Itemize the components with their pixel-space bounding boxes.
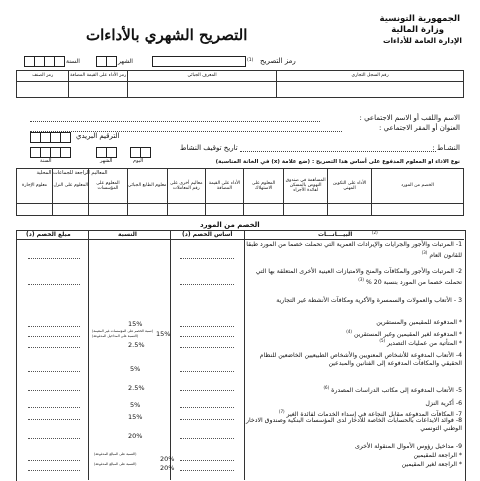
row-7-rate: 15% bbox=[128, 413, 143, 421]
postal-code-label: الترقيم البريدي bbox=[76, 132, 120, 140]
tax-id-header: رقم السجل التجاري bbox=[277, 71, 464, 82]
activity-field[interactable] bbox=[240, 151, 436, 152]
tax-id-key-header: المعرف الجبائي bbox=[127, 71, 276, 82]
amount-field-6[interactable] bbox=[28, 407, 80, 408]
tax-type-7: معلوم الطابع الجبائي bbox=[127, 169, 167, 204]
row-2-label: 2- المرتبات والأجور والمكافآت والمنح والامتيازات العينية الأخرى المتعلقة بها التي تحملت خصما من المورد بنسبة 20 % $^{(3)}$ bbox=[255, 268, 462, 287]
stop-month-label: الشهر bbox=[100, 158, 113, 164]
tax-id-key-cell[interactable] bbox=[127, 81, 276, 97]
row-9b-rate: 20% bbox=[160, 464, 175, 472]
amount-field-3b[interactable] bbox=[28, 336, 80, 337]
amount-field-1[interactable] bbox=[28, 258, 80, 259]
activity-label: النشـاط : bbox=[432, 144, 460, 152]
row-3a-label: * المدفوعة للمقيمين والمستقرين bbox=[376, 319, 462, 326]
vat-code-cell[interactable] bbox=[69, 81, 127, 97]
declaration-code-note: (1) bbox=[247, 58, 254, 63]
row-9b-label: * الراجعة لغير المقيمين bbox=[401, 461, 462, 468]
row-3c-rate: 2.5% bbox=[128, 341, 145, 349]
name-label: الاسم واللقب أو الاسم الاجتماعي : bbox=[359, 114, 460, 122]
rate-note-3b: (نسبة الخصم على المؤسسات غير المقيمة) bbox=[92, 329, 154, 333]
row-8-rate: 20% bbox=[128, 432, 143, 440]
col-rate-header: النسبة bbox=[118, 231, 137, 238]
amount-field-5[interactable] bbox=[28, 390, 80, 391]
row-6-label: 6- أكرية النزل bbox=[425, 400, 462, 407]
amount-field-9b[interactable] bbox=[28, 470, 80, 471]
tax-type-2-check[interactable] bbox=[328, 203, 372, 215]
amount-field-7[interactable] bbox=[28, 419, 80, 420]
directorate-title: الإدارة العامة للأداءات bbox=[382, 36, 462, 45]
address-label: العنوان أو المقر الاجتماعي : bbox=[379, 124, 460, 132]
rate-note-9a: (النسبة على المبالغ المدفوعة) bbox=[94, 452, 137, 456]
row-5-label: 5- الأتعاب المدفوعة إلى مكاتب الدراسات المصدرة $^{(6)}$ bbox=[323, 385, 462, 395]
col-items-note: (2) bbox=[372, 230, 378, 235]
row-3c-label: * المتأتية من عمليات التصدير $^{(5)}$ bbox=[379, 338, 462, 348]
row-4-label: 4- الأتعاب المدفوعة للأشخاص المعنويين والأشخاص الطبيعيين الخاضعين للنظام الحقيقي والمكافآت المدفوعة إلى الفنانين والمبدعين bbox=[259, 352, 462, 368]
tax-type-11: معلوم الإجارة bbox=[17, 169, 53, 204]
tax-id-cell[interactable] bbox=[277, 81, 464, 97]
section-title: الخصم من المورد bbox=[200, 221, 260, 229]
tax-type-2: الأداء على التكوين المهني bbox=[328, 169, 372, 204]
ministry-title: وزارة المالية bbox=[391, 25, 444, 35]
rate-note-9b: (النسبة على المبالغ المدفوعة) bbox=[94, 462, 137, 466]
base-field-8[interactable] bbox=[180, 438, 234, 439]
tax-type-5-check[interactable] bbox=[205, 203, 243, 215]
row-9a-label: * الراجعة للمقيمين bbox=[413, 452, 462, 459]
local-authorities-group-label: المعاليم الراجعة للجماعات المحلية bbox=[36, 170, 108, 176]
tax-type-5: الأداء على القيمة المضافة bbox=[205, 169, 243, 204]
row-1-label: 1- المرتبات والأجور والجرايات والإيرادات العمرية التي تحملت خصما من المورد طبقا للقانون العام $^{(3)}$ bbox=[246, 241, 462, 260]
amount-field-3a[interactable] bbox=[28, 326, 80, 327]
rate-note-3b-2: (النسبة على المداخيل المدفوعة) bbox=[92, 334, 138, 338]
base-field-1[interactable] bbox=[180, 258, 234, 259]
row-7-label: 7- المكافآت المدفوعة مقابل النجاعة في إسداء الخدمات لفائدة الغير $^{(7)}$ bbox=[278, 409, 462, 419]
tax-type-6: معاليم أخرى على رقم المعاملات bbox=[167, 169, 205, 204]
tax-type-1: الخصم من المورد bbox=[372, 169, 464, 204]
row-5-rate: 2.5% bbox=[128, 384, 145, 392]
base-field-5[interactable] bbox=[180, 390, 234, 391]
stop-day-box-2[interactable] bbox=[140, 147, 151, 158]
tax-type-3-check[interactable] bbox=[284, 203, 328, 215]
col-amount-header: مبلغ الخصم (د) bbox=[26, 231, 71, 238]
row-3b-label: * المدفوعة لغير المقيمين وغير المستقرين $^{(4)}$ bbox=[346, 329, 462, 339]
tax-type-9: المعلوم على النزل bbox=[53, 169, 89, 204]
row-3-label: 3 - الأتعاب والعمولات والسمسرة والأكرية ومكافآت الأنشطة غير التجارية bbox=[276, 297, 462, 304]
month-box-2[interactable] bbox=[106, 56, 117, 67]
form-title: التصريح الشهري بالأداءات bbox=[86, 26, 248, 44]
declaration-code-box-4[interactable] bbox=[54, 56, 65, 67]
postal-code-box-4[interactable] bbox=[60, 132, 71, 143]
amount-field-9a[interactable] bbox=[28, 460, 80, 461]
row-3a-rate: 15% bbox=[128, 320, 143, 328]
name-field[interactable] bbox=[30, 121, 320, 122]
row-9a-rate: 20% bbox=[160, 455, 175, 463]
tax-type-7-check[interactable] bbox=[127, 203, 167, 215]
row-6-rate: 5% bbox=[130, 401, 141, 409]
declaration-code-input[interactable] bbox=[152, 56, 246, 67]
stop-day-label: اليوم bbox=[133, 158, 144, 164]
amount-field-4[interactable] bbox=[28, 371, 80, 372]
col-sep-1 bbox=[88, 230, 89, 480]
stop-year-label: السنة bbox=[40, 158, 52, 164]
year-label: السنة bbox=[66, 58, 80, 65]
base-field-9b[interactable] bbox=[180, 470, 234, 471]
base-field-9a[interactable] bbox=[180, 460, 234, 461]
tax-types-heading: نوع الاداء او المعلوم المدفوع على أساس هذا التصريح : (ضع علامة (x) في الخانة المناسبة) bbox=[215, 159, 460, 165]
category-code-header: رمز الصنف bbox=[17, 71, 69, 82]
tax-type-1-check[interactable] bbox=[372, 203, 464, 215]
row-8-label: 8- فوائد الايداعات بالحسابات الخاصة للادخار لدى المؤسسات البنكية وصندوق الادخار الوطني التونسي bbox=[246, 417, 462, 433]
row-3b-rate: 15% bbox=[156, 330, 171, 338]
tax-type-8: المعلوم على المؤسسات bbox=[89, 169, 127, 204]
tax-type-9-check[interactable] bbox=[53, 203, 89, 215]
tax-type-3: المساهمة في صندوق النهوض بالمسكن لفائدة الأجراء bbox=[284, 169, 328, 204]
stop-date-label: تاريخ توقيف النشاط bbox=[180, 144, 238, 152]
identity-table bbox=[16, 70, 464, 98]
vat-code-header: رمز الأداء على القيمة المضافة bbox=[69, 71, 127, 82]
amount-field-2[interactable] bbox=[28, 284, 80, 285]
tax-type-8-check[interactable] bbox=[89, 203, 127, 215]
col-items-header: البيـــانـــات bbox=[318, 231, 353, 238]
base-field-4[interactable] bbox=[180, 371, 234, 372]
stop-month-box-2[interactable] bbox=[106, 147, 117, 158]
row-9-label: 9- مداخيل رؤوس الأموال المنقولة الأخرى bbox=[354, 443, 462, 450]
col-sep-2 bbox=[170, 230, 171, 480]
category-code-cell[interactable] bbox=[17, 81, 69, 97]
tax-type-11-check[interactable] bbox=[17, 203, 53, 215]
amount-field-3c[interactable] bbox=[28, 347, 80, 348]
stop-year-box-4[interactable] bbox=[60, 147, 71, 158]
month-label: الشهر bbox=[118, 58, 133, 65]
republic-title: الجمهورية التونسية bbox=[379, 14, 460, 24]
base-field-3b[interactable] bbox=[180, 336, 234, 337]
tax-type-4: المعلوم على الاستهلاك bbox=[244, 169, 284, 204]
declaration-code-label: رمز التصريح bbox=[260, 57, 296, 65]
base-field-7[interactable] bbox=[180, 419, 234, 420]
col-base-header: أساس الخصم (د) bbox=[182, 231, 233, 238]
tax-type-6-check[interactable] bbox=[167, 203, 205, 215]
header-rule bbox=[16, 239, 464, 240]
base-field-3a[interactable] bbox=[180, 326, 234, 327]
base-field-3c[interactable] bbox=[180, 347, 234, 348]
tax-type-4-check[interactable] bbox=[244, 203, 284, 215]
row-4-rate: 5% bbox=[130, 365, 141, 373]
amount-field-8[interactable] bbox=[28, 438, 80, 439]
base-field-2[interactable] bbox=[180, 284, 234, 285]
base-field-6[interactable] bbox=[180, 407, 234, 408]
